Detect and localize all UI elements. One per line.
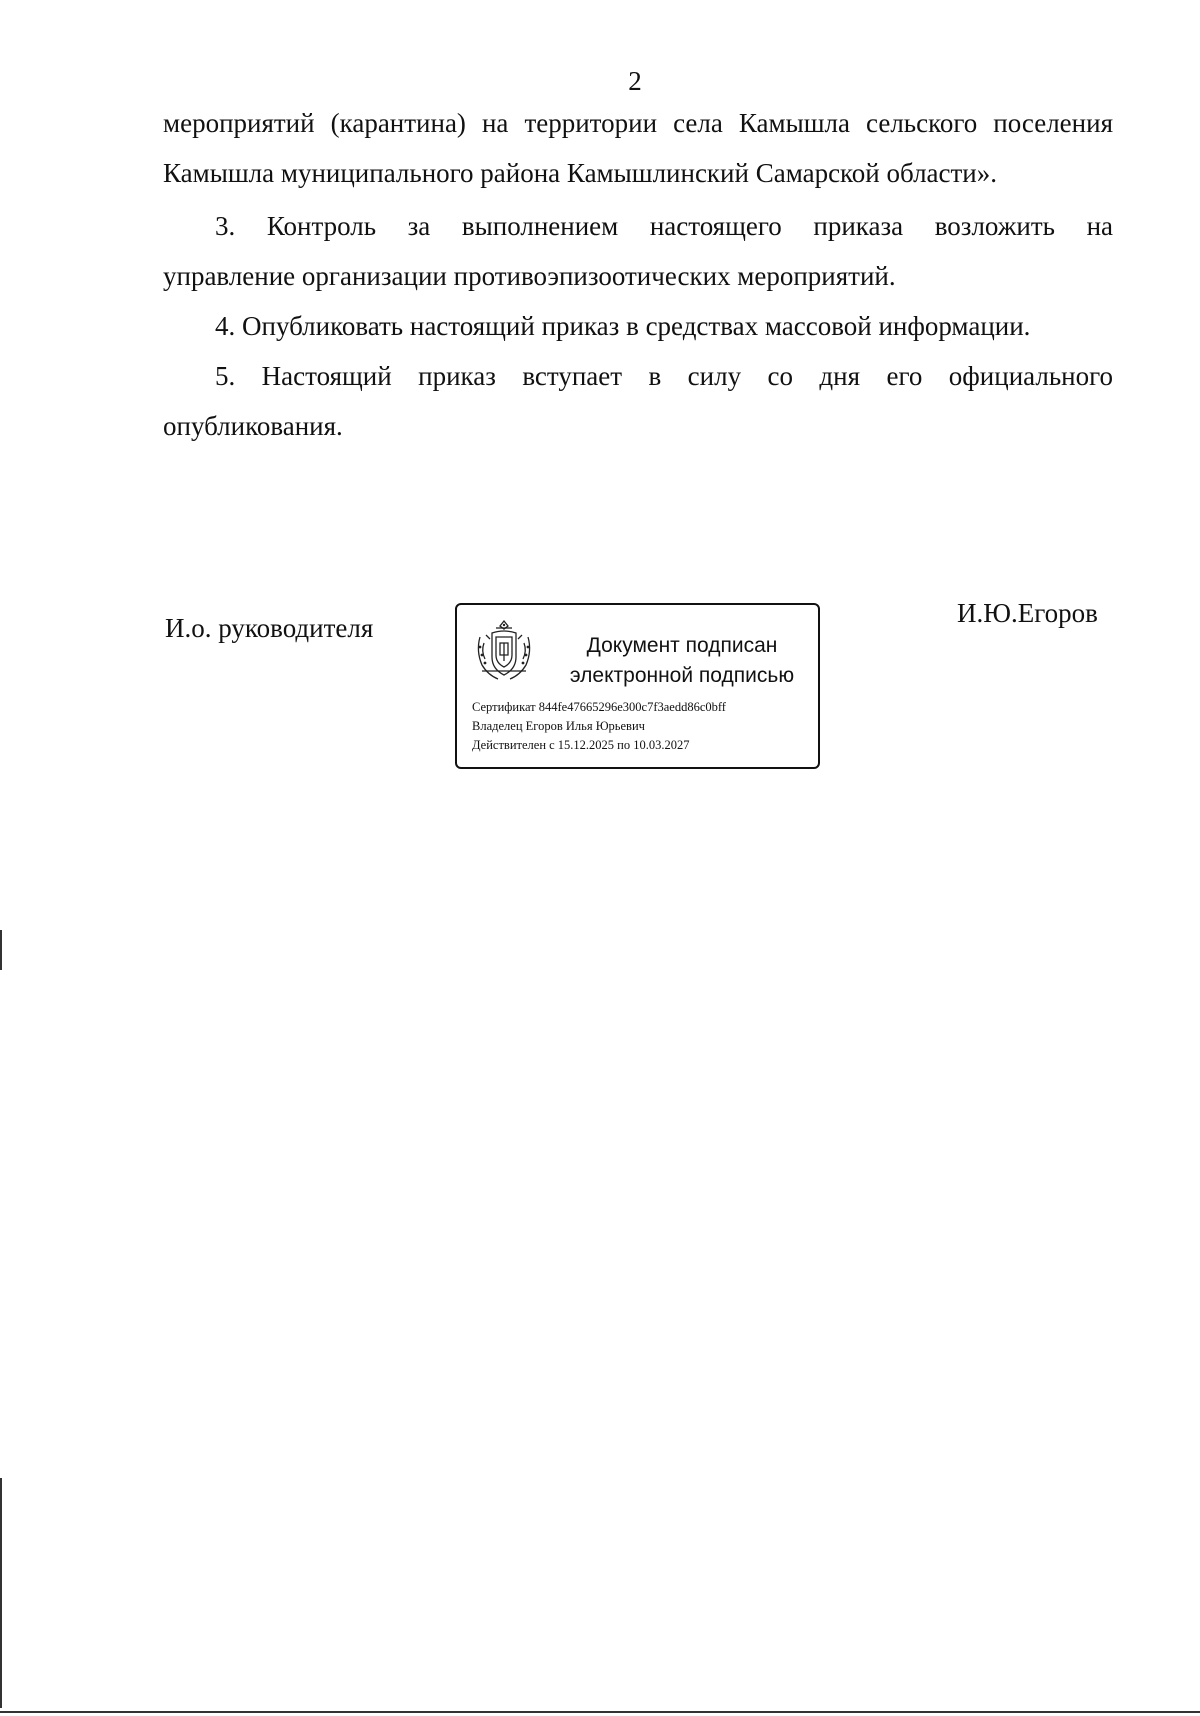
body-line-5: 4. Опубликовать настоящий приказ в средствах массовой информации. [215, 311, 1031, 341]
stamp-owner: Владелец Егоров Илья Юрьевич [472, 719, 645, 733]
stamp-heading-line-2: электронной подписью [569, 664, 795, 687]
body-line-4: управление организации противоэпизоотических мероприятий. [163, 261, 896, 291]
scan-margin-mark [0, 930, 2, 970]
electronic-signature-stamp [455, 603, 820, 769]
clause-3 [163, 201, 1113, 301]
stamp-validity: Действителен с 15.12.2025 по 10.03.2027 [472, 738, 690, 752]
clause-4 [163, 301, 1113, 351]
coat-of-arms-icon [472, 617, 536, 683]
page-number: 2 [628, 66, 642, 96]
signature-block [0, 598, 1200, 778]
clause-5 [163, 351, 1113, 451]
body-line-3: 3. Контроль за выполнением настоящего приказа возложить на [215, 211, 1113, 241]
stamp-heading [547, 631, 817, 691]
signer-title: И.о. руководителя [165, 613, 374, 643]
body-text [163, 98, 1113, 198]
body-line-6: 5. Настоящий приказ вступает в силу со дня его официального [215, 361, 1113, 391]
scan-bottom-edge [0, 1711, 1200, 1713]
body-line-1: мероприятий (карантина) на территории села Камышла сельского поселения [163, 108, 1113, 138]
body-line-2: Камышла муниципального района Камышлинский Самарской области». [163, 158, 998, 188]
signer-name: И.Ю.Егоров [957, 598, 1098, 628]
stamp-certificate: Сертификат 844fe47665296e300c7f3aedd86c0bff [472, 700, 726, 714]
stamp-details [472, 698, 726, 755]
body-line-7: опубликования. [163, 411, 343, 441]
stamp-heading-line-1: Документ подписан [586, 634, 778, 657]
scan-margin-mark [0, 1478, 2, 1708]
